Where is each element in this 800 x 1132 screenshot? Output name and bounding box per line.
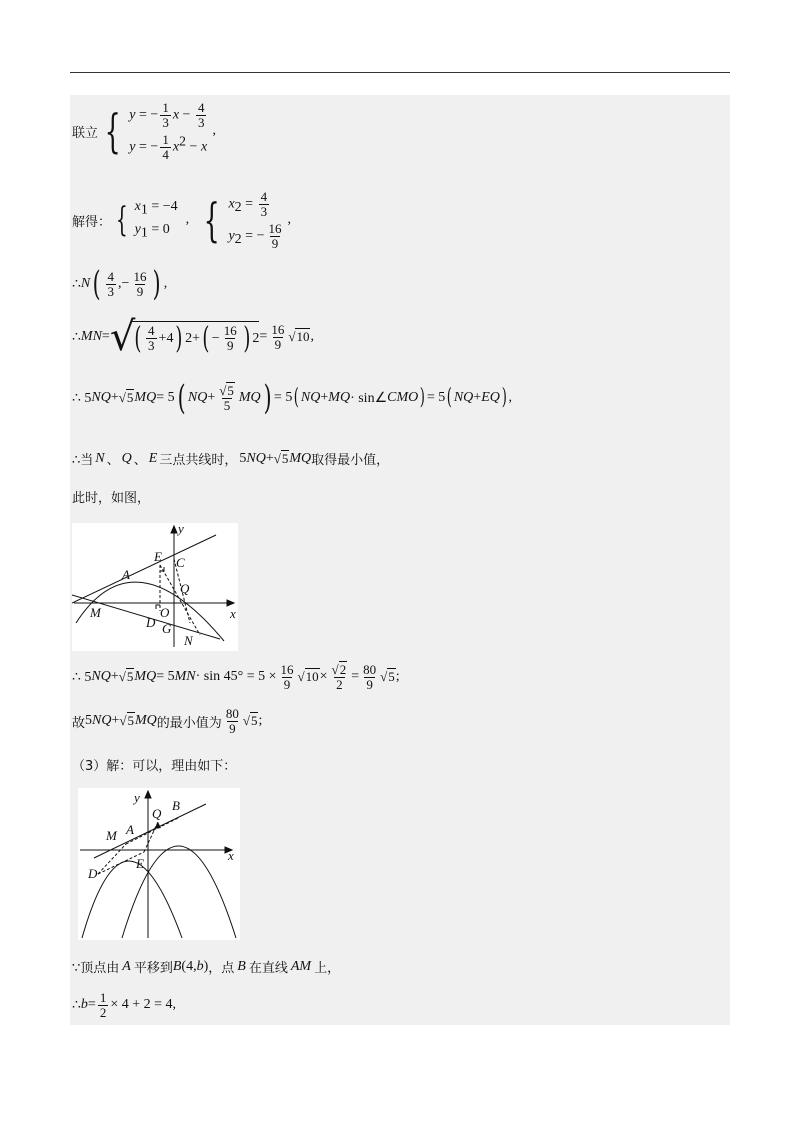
transform-line: ∴ 5 NQ + √5 MQ = 5 ( NQ + $\frac{√5}{5}$ MQ ) = 5 ( NQ + MQ · sin∠ CMO ) = 5 ( NQ + EQ ) , <box>72 378 512 418</box>
y-axis-arrow <box>145 791 151 798</box>
at-this-time-line: 此时，如图， <box>72 491 151 506</box>
label-y: y <box>178 523 184 536</box>
figure-2-graph <box>78 788 240 940</box>
label-x: x <box>230 606 236 621</box>
b-value-line: ∴ b = $\frac{1}{2}$ × 4 + 2 = 4, <box>72 990 177 1020</box>
translation-line: ∵顶点由 A 平移到 B (4, b ) ，点 B 在直线 AM 上， <box>72 958 341 976</box>
figure-1-graph <box>72 523 238 651</box>
label-d: D <box>88 866 98 881</box>
system-prefix: 联立 <box>72 125 99 141</box>
header-rule <box>70 72 730 73</box>
label-e: E <box>136 856 144 871</box>
label-o: O <box>160 605 170 620</box>
collinear-line: ∴当 N 、 Q 、 E 三点共线时， 5 NQ + √5 MQ 取得最小值， <box>72 450 390 468</box>
label-d: D <box>146 615 156 630</box>
system-equations-line: 联立 { y = − $\frac{1}{3}$ x − $\frac{4}{3}$ y = − $\frac{1}{4}$ $x^2 - x$ , <box>72 100 216 162</box>
label-q: Q <box>152 806 162 821</box>
solution-2: $x_2$ = $\frac{4}{3}$ $y_2$ = − $\frac{16}{9}$ <box>228 189 282 251</box>
mn-length-line: ∴ MN = √ ( $\frac{4}{3}$ +4 ) 2 + ( − $\frac{16}{9}$ ) 2 = $\frac{16}{9}$ √10 , <box>72 314 314 360</box>
label-a: A <box>126 822 134 837</box>
solution-1: $x_1 = -4$ $y_1 = 0$ <box>134 198 178 241</box>
arrow-q <box>154 822 161 829</box>
label-c: C <box>176 555 185 570</box>
label-q: Q <box>180 581 190 596</box>
line-mc <box>72 535 216 603</box>
label-e: E <box>154 549 162 564</box>
label-n: N <box>184 633 193 648</box>
label-y: y <box>134 790 140 805</box>
equation-2: y = − $\frac{1}{4}$ $x^2 - x$ <box>129 132 208 162</box>
label-g: G <box>162 621 172 636</box>
solution-line: 解得： { $x_1 = -4$ $y_1 = 0$ , { $x_2$ = $\frac{4}{3}$ $y_2$ = − $\frac{16}{9}$ , <box>72 189 291 251</box>
equation-system <box>129 101 208 162</box>
conclusion-line: 故 5 NQ + √5 MQ 的最小值为 $\frac{80}{9}$ √5 ; <box>72 706 263 736</box>
min-value-calc-line: ∴ 5 NQ + √5 MQ = 5 MN · sin 45° = 5 × $\frac{16}{9}$ √10 × $\frac{√2}{2}$ = $\frac{80}{9}$ √5 ; <box>72 662 400 692</box>
label-x: x <box>228 848 234 863</box>
label-m: M <box>90 605 101 620</box>
label-a: A <box>122 567 130 582</box>
point-n-line: ∴ N ( $\frac{4}{3}$ ,− $\frac{16}{9}$ ) , <box>72 264 168 304</box>
left-brace: { <box>104 104 121 159</box>
solution-prefix: 解得： <box>72 214 112 230</box>
part-3-line: （3）解：可以，理由如下： <box>72 759 237 774</box>
y-axis-arrow <box>171 526 177 533</box>
label-b: B <box>172 798 180 813</box>
dashed-da <box>98 844 126 874</box>
equation-1: y = − $\frac{1}{3}$ x − $\frac{4}{3}$ <box>129 100 205 130</box>
label-m: M <box>106 828 117 843</box>
solution-content <box>70 95 730 1025</box>
